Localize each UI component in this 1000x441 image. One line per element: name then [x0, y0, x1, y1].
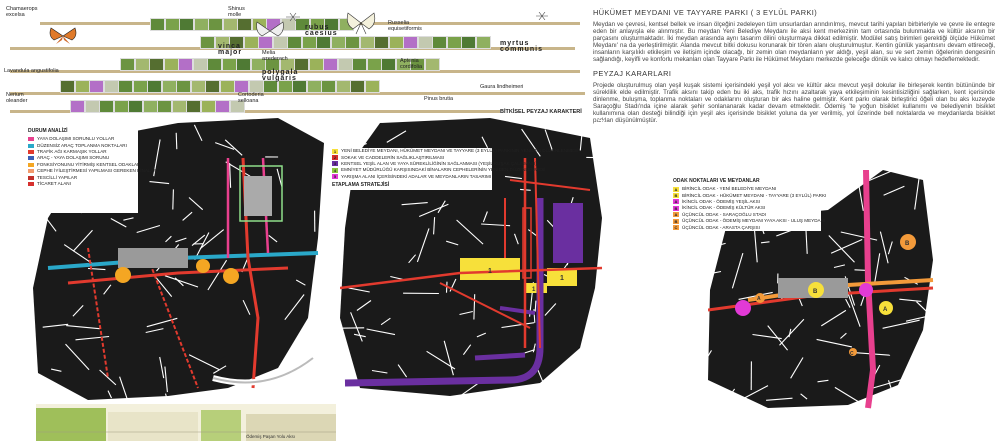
plant-thumbnail — [336, 80, 351, 93]
legend-swatch: 3 — [333, 161, 337, 167]
focus-badge: A — [883, 307, 888, 313]
plant-thumbnail — [476, 36, 491, 49]
plant-thumbnail — [208, 18, 223, 31]
map-durum-analizi — [28, 118, 328, 403]
paragraph-hukumet: Meydan ve çevresi, kentsel bellek ve insan ölçeğini zedeleyen tüm unsurlardan arındırılmış, mevcut tarihi yapıları birbirleriyle ve çevre ile entegre eden bir anlayışla ele alınmıştır. Bu meydan Yeni Belediye Meydanı ile aksi kent merkezinin tam ortasında bulunmakta ve kültür aksının bir parçasını oluşturmaktadır. İki meydan arasında aynı tasarım dilini oluşturmaya dikkat edilmiştir. Modülel satış birimleri gerektiği ölçüde Hükümet Meydanı' na da yerleştirilmiştir. Alanda mevcut bitki dokusu korunarak bir tören alanı oluşturulmuştur. Kentin günlük yaşantısını devam ettireceği, insanların karşılıklı etkileşim ve iletişim içinde olacağı, bir zemin olan meydanların yer aldığı, yeşil alan, su ve sert zemin öğelerinin dengesinin sağlandığı, keyifli ve konforlu mekanları olan Tayyare Parkı ile Hükümet Meydanı merkezde geleceğe dönük ve kalıcı olmayı hedeflemektedir. — [593, 21, 995, 63]
legend-title: DURUM ANALİZİ — [28, 128, 68, 134]
plant-label-gaura: Gaura lindheimeri — [480, 84, 524, 90]
plant-thumbnail — [201, 100, 216, 113]
plant-label-chamaerops: Chamaerops excelsa — [6, 6, 38, 18]
section-title-hukumet: HÜKÜMET MEYDANI VE TAYYARE PARKI ( 3 EYLÜL PARKI) — [593, 8, 818, 17]
plant-thumbnail — [176, 80, 191, 93]
legend-label: ARAÇ - YAYA DOLAŞIMI SORUNU — [37, 155, 110, 161]
legend-swatch — [28, 163, 34, 167]
plant-thumbnail — [236, 58, 251, 71]
dragonfly-icon — [286, 12, 300, 22]
legend-swatch: C — [674, 225, 678, 231]
legend-label: DÜZENSİZ ARAÇ TOPLANMA NOKTALARI — [37, 142, 127, 148]
plant-label-cortaderia: Cortoderia selloana — [238, 92, 264, 104]
plant-palette-caption: BİTKİSEL PEYZAJ KARAKTERİ — [500, 109, 582, 115]
plant-thumbnail — [133, 80, 148, 93]
plant-thumbnail — [179, 18, 194, 31]
legend-label: İKİNCİL ODAK - ÖDEMİŞ KÜLTÜR AKSI — [682, 205, 766, 211]
plant-thumbnail — [120, 58, 135, 71]
dragonfly-icon — [536, 12, 548, 20]
legend-item — [28, 181, 136, 187]
plant-thumbnail — [60, 80, 75, 93]
plant-thumbnail — [352, 58, 367, 71]
plant-label-lavandula: Lavandula angustifolia — [4, 68, 59, 74]
legend-swatch — [28, 137, 34, 141]
focus-badge: B — [813, 289, 818, 295]
plant-thumbnail — [367, 58, 382, 71]
legend-etaplama — [332, 148, 579, 190]
legend-label: YENİ BELEDİYE MEYDANI, HÜKÜMET MEYDANI VE TAYYARE (3 EYLÜL) PARKININ YENİDEN DÜZENLENMESİ — [341, 148, 579, 154]
plant-thumbnail — [143, 100, 158, 113]
plant-label-aptenia: Aptenia cordifolia — [400, 58, 423, 70]
plant-thumbnail — [149, 58, 164, 71]
plant-thumbnail — [403, 36, 418, 49]
plant-thumbnail — [186, 100, 201, 113]
plant-thumbnail — [135, 58, 150, 71]
legend-swatch — [28, 150, 34, 154]
plant-thumbnail — [104, 80, 119, 93]
legend-item — [332, 174, 492, 180]
plant-thumbnail — [389, 36, 404, 49]
plant-thumbnail — [237, 18, 252, 31]
legend-durum-analizi — [28, 128, 157, 187]
legend-label: ÜÇÜNCÜL ODAK - SARAÇOĞLU STADI — [682, 211, 766, 217]
plant-thumbnail — [316, 36, 331, 49]
plant-label-shinus: Shinus molle — [228, 6, 245, 18]
legend-swatch: 5 — [333, 174, 337, 180]
legend-label: ÜÇÜNCÜL ODAK - ARASTA ÇARŞISI — [682, 224, 760, 230]
legend-item — [28, 161, 141, 168]
legend-item — [28, 142, 136, 148]
plant-thumbnail — [222, 58, 237, 71]
plant-thumbnail — [150, 18, 165, 31]
legend-label: EMNİYET MÜDÜRLÜĞÜ KARŞISINDAKİ BİNALARIN CEPHELERİNİN YENİDEN DÜZENLENMESİ — [341, 167, 546, 173]
plant-thumbnail — [194, 18, 209, 31]
legend-item — [673, 224, 821, 230]
plant-thumbnail — [205, 80, 220, 93]
legend-label: ÜÇÜNCÜL ODAK - ÖDEMİŞ MEYDANI YAYA AKSI - ULUŞ MEYDANI — [682, 218, 826, 224]
legend-swatch: A — [674, 212, 678, 218]
plant-thumbnail — [432, 36, 447, 49]
plant-thumbnail — [128, 100, 143, 113]
legend-swatch: B — [674, 218, 678, 224]
plant-thumbnail — [99, 100, 114, 113]
legend-label: TESCİLLİ YAPILAR — [37, 174, 78, 180]
legend-item — [332, 167, 546, 173]
legend-label: TİCARET ALANI — [37, 180, 71, 186]
plant-thumbnail — [447, 36, 462, 49]
legend-swatch: 4 — [333, 167, 337, 173]
plant-label-rubus: rubus caesius — [305, 24, 338, 37]
focus-badge: B — [905, 241, 910, 247]
focus-badge: C — [850, 351, 854, 357]
plant-thumbnail — [200, 36, 215, 49]
plant-label-nerium: Nerium oleander — [6, 92, 28, 104]
legend-item — [673, 192, 827, 199]
legend-swatch: A — [674, 199, 678, 205]
plant-thumbnail — [360, 36, 375, 49]
plant-thumbnail — [75, 80, 90, 93]
legend-label: FONKSİYONUNU YİTİRMİŞ KENTSEL ODAKLAR — [37, 161, 141, 167]
butterfly-icon — [48, 26, 78, 46]
legend-swatch — [28, 169, 34, 173]
section-strip — [36, 402, 336, 441]
section-label: Ödemiş Paşan Yolu Aksı — [246, 434, 296, 439]
plant-palette — [0, 0, 590, 118]
legend-label: BİRİNCİL ODAK - HÜKÜMET MEYDANI - TAYYARE (3 EYLÜL) PARKI — [682, 192, 827, 198]
legend-label: TRAFİK AĞI KARMAŞIK YOLLAR — [37, 148, 107, 154]
plant-label-polygala: polygala vulgaris — [262, 69, 299, 82]
plant-thumbnail — [70, 100, 85, 113]
plant-thumbnail — [118, 80, 133, 93]
plant-thumbnail — [220, 80, 235, 93]
legend-swatch — [28, 144, 34, 148]
plant-thumbnail — [350, 80, 365, 93]
section-title-peyzaj: PEYZAJ KARARLARI — [593, 69, 672, 78]
plant-thumbnail — [321, 80, 336, 93]
plant-thumbnail — [418, 36, 433, 49]
legend-label: KENTSEL YEŞİL ALAN VE YAYA SÜREKLİLİĞİNİN SAĞLANMASI (YEŞİL KUŞAK ÇALIŞMASI) — [341, 160, 537, 166]
legend-label: SOKAK VE CADDELERİN SAĞLIKLAŞTIRILMASI — [341, 154, 445, 160]
stage-block-label: 1 — [532, 287, 536, 293]
focus-badge: A — [757, 296, 761, 302]
plant-label-pinus: Pinus brutia — [424, 96, 454, 102]
legend-title: ETAPLAMA STRATEJİSİ — [332, 181, 390, 188]
map-odak-noktalari — [673, 170, 938, 410]
plant-thumbnail — [165, 18, 180, 31]
plant-label-myrtus: myrtus communis — [500, 40, 544, 53]
plant-thumbnail — [178, 58, 193, 71]
map-etaplama-stratejisi — [332, 118, 605, 403]
legend-odak — [673, 178, 827, 231]
plant-thumbnail — [114, 100, 129, 113]
plant-thumbnail — [147, 80, 162, 93]
plant-thumbnail — [191, 80, 206, 93]
plant-label-vinca: vinca major — [218, 43, 243, 56]
legend-label: YARIŞMA ALANI İÇERİSİNDEKİ ADALAR VE MEYDANLARIN TASARIMI — [341, 173, 492, 179]
plant-thumbnail — [172, 100, 187, 113]
plant-thumbnail — [85, 100, 100, 113]
legend-label: YAYA DOLAŞIMI SORUNLU YOLLAR — [37, 136, 115, 142]
legend-label: İKİNCİL ODAK - ÖDEMİŞ YEŞİL AKSI — [682, 198, 760, 204]
legend-swatch: B — [674, 193, 678, 199]
plant-label-melia: Melia azederach — [262, 50, 288, 62]
paragraph-peyzaj: Projede oluşturulmuş olan yeşil kuşak sistemi içerisindeki yeşil yol aksı ve kültür aksı mevcut yeşil dokular ile birleşerek kentin bütününde bir süreklilik elde edilmiştir. Trafik aksını takip eden bu iki aks, trafik hızını azaltarak yaya etkileşiminin kesintisizliğini sağlarken, kent içerisinde dinlenme, buluşma, toplanma noktaları ve odaklarını oluşturan bir aks haline gelmiştir. Kent parkı olarak birleştirici öğeli olan bu aks kuzeyde Saraçoğlu Stadı'nda içine alarak şehir sonlananarak kadar devam etmektedir. Ödemiş 'te yoğun bisiklet kullanımı ve belediyenin bisiklet kullanımına olan desteği bilindiği için yeşil aks içerisinde bisiklet yoluna da yer verilmiş, yol üzerinde bell noktalarda ve meydanlarda bisiklet parkları düşünülmüştür. — [593, 82, 995, 124]
plant-thumbnail — [461, 36, 476, 49]
plant-thumbnail — [302, 36, 317, 49]
plant-thumbnail — [381, 58, 396, 71]
plant-thumbnail — [374, 36, 389, 49]
legend-item — [332, 148, 579, 154]
plant-label-russelia: Russelia equisetiformis — [388, 20, 422, 32]
plant-thumbnail — [331, 36, 346, 49]
plant-thumbnail — [338, 58, 353, 71]
plant-thumbnail — [345, 36, 360, 49]
plant-thumbnail — [157, 100, 172, 113]
stage-block-label: 1 — [488, 268, 492, 275]
plant-thumbnail — [223, 18, 238, 31]
legend-swatch — [28, 182, 34, 186]
legend-swatch — [28, 176, 34, 180]
plant-thumbnail — [215, 100, 230, 113]
legend-title: ODAK NOKTALARI VE MEYDANLAR — [673, 178, 760, 184]
legend-label: BİRİNCİL ODAK - YENİ BELEDİYE MEYDANI — [682, 186, 777, 192]
legend-swatch: B — [674, 205, 678, 211]
plant-thumbnail — [164, 58, 179, 71]
plant-thumbnail — [89, 80, 104, 93]
stage-block-label: 1 — [560, 275, 564, 282]
legend-swatch — [28, 156, 34, 160]
legend-label: CEPHE İYİLEŞTİRMESİ YAPILMASI GEREKEN BİNALAR — [37, 168, 157, 174]
legend-item — [673, 218, 826, 224]
plant-thumbnail — [207, 58, 222, 71]
butterfly-icon — [255, 20, 285, 42]
plant-thumbnail — [287, 36, 302, 49]
plant-thumbnail — [309, 58, 324, 71]
plant-thumbnail — [162, 80, 177, 93]
legend-item — [28, 168, 157, 174]
plant-thumbnail — [365, 80, 380, 93]
legend-swatch: A — [674, 186, 678, 192]
legend-swatch: 2 — [333, 155, 337, 161]
legend-swatch: 1 — [333, 148, 337, 154]
plant-thumbnail — [193, 58, 208, 71]
plant-thumbnail — [323, 58, 338, 71]
